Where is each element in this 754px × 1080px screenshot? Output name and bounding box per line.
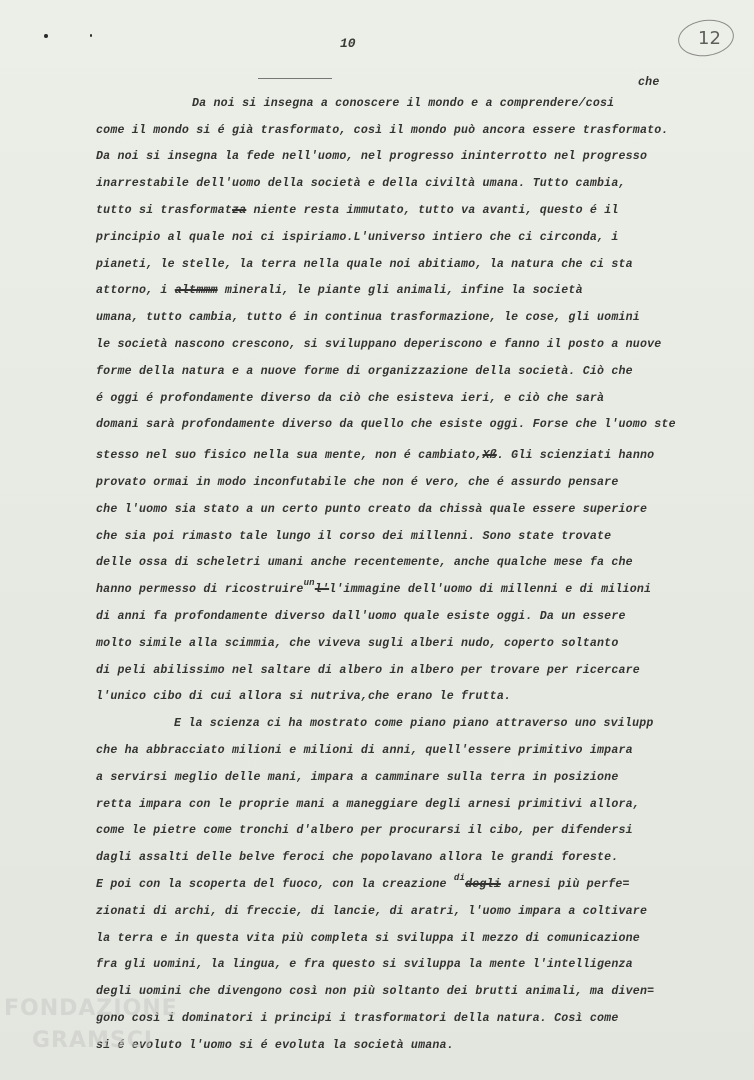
watermark-text: GRAMSCI (32, 1028, 154, 1053)
text-line: fra gli uomini, la lingua, e fra questo si sviluppa la mente l'intelligenza (96, 958, 633, 972)
archive-number: 12 (698, 28, 721, 49)
text-line: molto simile alla scimmia, che viveva sugli alberi nudo, coperto soltanto (96, 636, 619, 650)
punch-mark (44, 34, 48, 38)
text-line: gono così i dominatori i principi i trasformatori della natura. Così come (96, 1011, 619, 1025)
handwritten-insert: un (303, 578, 315, 589)
page-number: 10 (340, 36, 356, 51)
text-line: a servirsi meglio delle mani, impara a camminare sulla terra in posizione (96, 770, 619, 784)
text-line: di peli abilissimo nel saltare di albero in albero per trovare per ricercare (96, 663, 640, 677)
text-line: che l'uomo sia stato a un certo punto creato da chissà quale essere superiore (96, 502, 648, 516)
text-line: l'unico cibo di cui allora si nutriva,che erano le frutta. (96, 690, 512, 704)
text-line: E la scienza ci ha mostrato come piano piano attraverso uno svilupp (174, 717, 654, 731)
text-line: inarrestabile dell'uomo della società e della civiltà umana. Tutto cambia, (96, 177, 626, 191)
text-line: degli uomini che divengono così non più soltanto dei brutti animali, ma diven= (96, 985, 655, 999)
text-line: domani sarà profondamente diverso da quello che esiste oggi. Forse che l'uomo ste (96, 418, 676, 432)
text-line: come il mondo si é già trasformato, così il mondo può ancora essere trasformato. (96, 123, 669, 137)
struck-text: l' (314, 583, 330, 597)
text-line: zionati di archi, di freccie, di lancie, di aratri, l'uomo impara a coltivare (96, 904, 648, 918)
text-line: retta impara con le proprie mani a maneggiare degli arnesi primitivi allora, (96, 797, 640, 811)
handwritten-insert: di (453, 872, 466, 883)
text-line: dagli assalti delle belve feroci che popolavano allora le grandi foreste. (96, 851, 619, 865)
text-line: che (638, 76, 660, 89)
text-line: Da noi si insegna a conoscere il mondo e a comprendere/cosi (192, 96, 615, 110)
text-line: attorno, i altmmm minerali, le piante gli animali, infine la società (96, 284, 583, 298)
text-line: che sia poi rimasto tale lungo il corso dei millenni. Sono state trovate (96, 529, 612, 543)
text-line: di anni fa profondamente diverso dall'uomo quale esiste oggi. Da un essere (96, 609, 626, 623)
text-line: la terra e in questa vita più completa si sviluppa il mezzo di comunicazione (96, 931, 640, 945)
text-line: principio al quale noi ci ispiriamo.L'universo intiero che ci circonda, i (96, 230, 619, 244)
text-line: umana, tutto cambia, tutto é in continua trasformazione, le cose, gli uomini (96, 311, 640, 325)
text-line: forme della natura e a nuove forme di organizzazione della società. Ciò che (96, 364, 633, 378)
text-line: come le pietre come tronchi d'albero per procurarsi il cibo, per difendersi (96, 824, 633, 838)
struck-text: altmmm (174, 284, 218, 298)
text-line: hanno permesso di ricostruire$^{un}$l'l'immagine dell'uomo di millenni e di milioni (96, 578, 652, 597)
text-line: che ha abbracciato milioni e milioni di anni, quell'essere primitivo impara (96, 743, 633, 757)
text-line: provato ormai in modo inconfutabile che non é vero, che é assurdo pensare (96, 475, 619, 489)
struck-text: Xß (482, 449, 497, 463)
struck-text: za (232, 203, 247, 217)
typed-text-body (96, 70, 746, 1059)
text-line: si é evoluto l'uomo si é evoluta la società umana. (96, 1038, 454, 1052)
text-line: le società nascono crescono, si sviluppano deperiscono e fanno il posto a nuove (96, 337, 662, 351)
punch-mark (90, 34, 92, 37)
struck-text: degli (465, 877, 501, 891)
text-line: stesso nel suo fisico nella sua mente, non é cambiato,Xß. Gli scienziati hanno (96, 449, 655, 463)
text-line: tutto si trasformatza niente resta immutato, tutto va avanti, questo é il (96, 203, 619, 217)
text-line: E poi con la scoperta del fuoco, con la creazione $^{di}$degli arnesi più perfe= (96, 872, 630, 891)
watermark-text: FONDAZIONE (4, 996, 178, 1021)
text-line: delle ossa di scheletri umani anche recentemente, anche qualche mese fa che (96, 556, 633, 570)
text-line: Da noi si insegna la fede nell'uomo, nel progresso ininterrotto nel progresso (96, 150, 648, 164)
text-line: é oggi é profondamente diverso da ciò che esisteva ieri, e ciò che sarà (96, 391, 605, 405)
text-line: pianeti, le stelle, la terra nella quale noi abitiamo, la natura che ci sta (96, 257, 633, 271)
